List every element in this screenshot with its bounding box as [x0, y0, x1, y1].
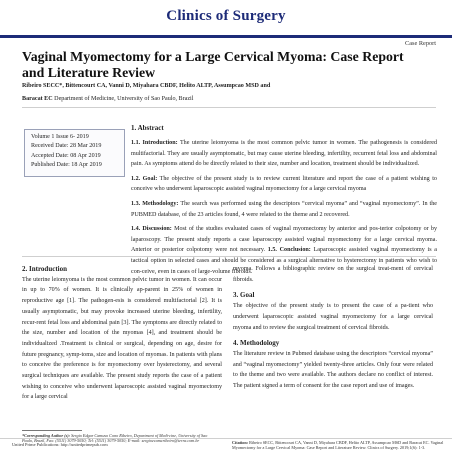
footer-rule	[0, 438, 452, 439]
affiliation-name: Baracat EC	[22, 96, 53, 102]
right-column	[233, 264, 433, 392]
discussion-label: 1.4. Discussion:	[131, 226, 172, 233]
journal-name: Clinics of Surgery	[166, 8, 286, 24]
article-type: Case Report	[405, 40, 436, 47]
affiliation	[22, 96, 193, 102]
footnote-rule	[22, 430, 82, 431]
citation-footer	[232, 440, 447, 451]
article-title: Vaginal Myomectomy for a Large Cervical Myoma: Case Report and Literature Review	[22, 49, 404, 80]
volume-info: Volume 1 Issue 6- 2019	[31, 134, 89, 140]
abstract-heading: 1. Abstract	[131, 124, 164, 132]
header-rule	[0, 35, 452, 38]
intro-label: 1.1. Introduction:	[131, 140, 178, 146]
abstract-methodology	[131, 199, 437, 220]
intro-text: The uterine leiomyoma is the most common pelvic tumor in women. The pathogenesis is considered multifactorial. They are usually asymptomatic, but may cause uterine bleeding, infertility, recurrent fetal loss and abdominal pain. As symptoms attend do be directly related to their size, number and location, treatment should be individualized.	[131, 140, 438, 168]
goal-text: The objective of the present study is to review current literature and report the case of a patient wishing to conceive who underwent laparoscopic assisted vaginal myomectomy for a large cervical myoma	[131, 175, 437, 193]
introduction-heading: 2. Introduction	[22, 265, 67, 273]
published-date: Published Date: 18 Apr 2019	[31, 161, 102, 168]
goal-text: The objective of the present study is to present the case of a pa-tient who underwent laparoscopic assisted vaginal myomectomy for a large cervical myoma and to review the surgical treatment of cervical fibroids.	[233, 303, 433, 331]
citation-label: Citation:	[232, 440, 249, 445]
journal-header	[0, 0, 452, 40]
conclusion-text: Laparoscopic assisted vaginal myomectomy is a tactical option in selected cases and should be considered as a surgical alternative to hysterectomy in patients who wish to con-ceive, even in cases of large-volume fibroids.	[131, 247, 437, 275]
goal-label: 1.2. Goal:	[131, 175, 158, 182]
goal-heading: 3. Goal	[233, 291, 255, 300]
article-info-box	[24, 129, 125, 177]
footnote-text: Sergio Edgar Camuso Cono Ribeiro, Department of Medi-cine, University of Sao Paulo, Brazil, Fax: (5511) 3079-5050; Tel: (5511) 3079-5050; E-mail: sergioecamcribeiro@terra.com.br	[22, 433, 208, 444]
divider	[22, 107, 436, 108]
methodology-text: The literature review in Pubmed database using the descriptors “cervical myoma” and “vaginal myomectomy” yielded twenty-three articles. Only four were related to the theme and two were available. The authors declare no conflict of interest. The patient signed a term of consent for the case report and use of images.	[233, 350, 433, 390]
introduction-continued: myoma. Follows a bibliographic review on the surgical treat-ment of cervical fibroids.	[233, 266, 433, 283]
abstract-introduction	[131, 138, 437, 170]
publisher-footer[interactable]: United Prime Publications: http://unitedprimepub.com	[12, 442, 108, 447]
discussion-text: Most of the studies evaluated cases of vaginal myomectomy by anterior and pos-terior colpotomy or by laparoscopy. The present study reports a case laparoscopy assisted vaginal myomectomy for a large cervical myoma. Anterior or posterior colpotomy were not necessary.	[131, 226, 438, 254]
methodology-heading: 4. Methodology	[233, 339, 280, 348]
accepted-date: Accepted Date: 08 Apr 2019	[31, 152, 101, 159]
left-column	[22, 264, 222, 403]
abstract-body	[131, 138, 437, 281]
footnote-label: *Corresponding Author (s):	[22, 433, 71, 438]
divider	[22, 256, 436, 257]
method-label: 1.3. Methodology:	[131, 200, 179, 207]
conclusion-label: 1.5. Conclusion:	[267, 247, 311, 254]
author-list: Ribeiro SECC*, Bittencourt CA, Vanni D, Miyahara CBDF, Helito ALTP, Assumpcao MSD and	[22, 83, 271, 89]
introduction-text: The uterine leiomyoma is the most common pelvic tumor in women. It can occur in up to 70% of women. It is clinically ap-parent in 25% of women in reproductive age [1]. The pathogen-esis is considered multifactorial [2]. It is usually asymptomatic, but may provoke increased uterine bleeding, infertility, recur-rent fetal loss and abdominal pain [3]. The symptoms are directly related to the size, number and location of the myomas [4], and treatment should be individualized .Treatment is clinical or surgical, depending on age, desire for future pregnancy, symp-toms, size and location of myomas. In patients with plans to conceive the preference is for myomectomy over hysterectomy, and several surgical techniques are available. The present study reports the case of a patient wishing to conceive who underwent laparoscopic assisted vaginal myomectomy for a large cervical	[22, 276, 222, 401]
abstract-goal	[131, 174, 437, 195]
citation-text: Ribeiro SECC, Bittencourt CA, Vanni D, Miyahara CBDF, Helito ALTP, Assumpcao MSD and Baracat EC. Vaginal Myomectomy for a Large Cervical Myoma: Case Report and Literature Review. Clinics of Surgery. 2019;1(6): 1-3.	[232, 440, 444, 451]
affiliation-dept: Department of Medicine, University of Sao Paulo, Brazil	[54, 96, 194, 102]
received-date: Received Date: 28 Mar 2019	[31, 143, 102, 150]
method-text: The search was performed using the descriptors “cervical myoma” and “vaginal myomectomy”. In the PUBMED database, of the 23 articles found, 4 were related to the theme and 2 recovered.	[131, 200, 437, 218]
